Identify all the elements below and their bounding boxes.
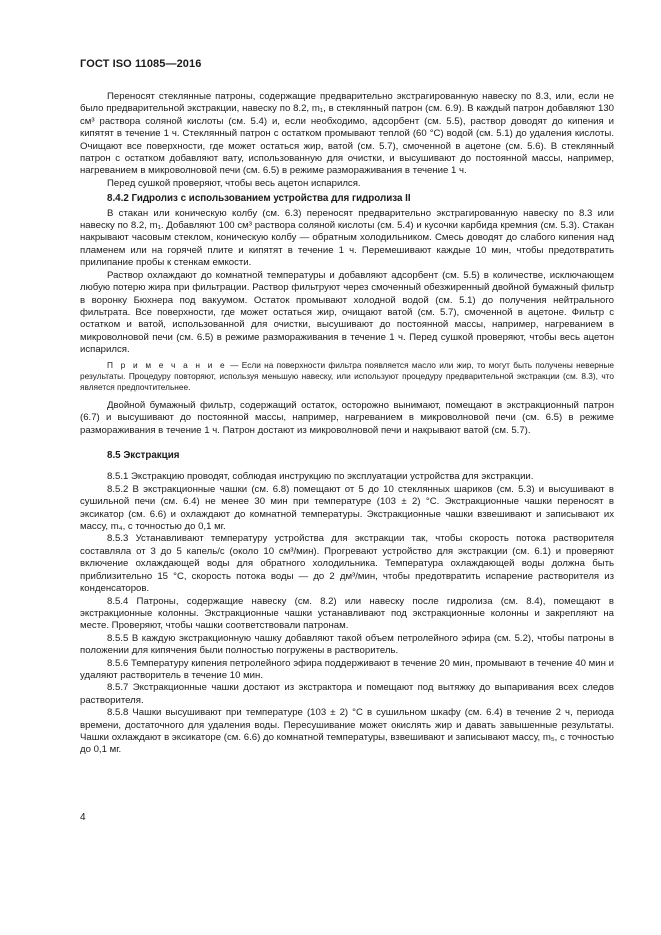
note <box>80 360 614 393</box>
page-number: 4 <box>80 812 86 823</box>
paragraph: Перед сушкой проверяют, чтобы весь ацетон испарился. <box>107 177 361 189</box>
note-text: — Если на поверхности фильтра появляется масло или жир, то могут быть получены неверные результаты. Процедуру повторяют, используя меньшую навеску, или используют процедуру предварительной экстракции (см. 8.3), что является предпочтительнее. <box>80 359 614 392</box>
paragraph: Двойной бумажный фильтр, содержащий остаток, осторожно вынимают, помещают в экстракционный патрон (6.7) и высушивают до постоянной массы, например, нагреванием в микроволновой печи (см. 6.5) в режиме размораживания в течение 1 ч. Патрон достают из микроволновой печи и накрывают ватой (см. 5.7). <box>80 399 614 436</box>
document-body <box>80 91 614 757</box>
paragraph: В стакан или коническую колбу (см. 6.3) переносят предварительно экстрагированную навеску по 8.3 или навеску по 8.2, m₁. Добавляют 100 см³ раствора соляной кислоты (см. 5.4) и кусочки карбида кремния (см. 5.3). Стакан накрывают часовым стеклом, коническую колбу — обратным холодильником. Смесь доводят до слабого кипения над пламенем или на горячей плите и кипятят в течение 1 ч. Перемешивают каждые 10 мин, чтобы предотвратить прилипание пробы к стенкам емкости. <box>80 207 614 269</box>
section-heading-8-4-2: 8.4.2 Гидролиз с использованием устройства для гидролиза II <box>107 193 411 205</box>
clause-8-5-1: 8.5.1 Экстракцию проводят, соблюдая инструкцию по эксплуатации устройства для экстракции. <box>107 471 534 483</box>
note-label: П р и м е ч а н и е <box>107 359 227 370</box>
clause-8-5-3: 8.5.3 Устанавливают температуру устройства для экстракции так, чтобы скорость потока растворителя составляла от 3 до 5 капель/с (около 10 см³/мин). Прогревают устройство для экстракции (см. 6.1) и проверяют включение охлаждающей воды для обратного холодильника. Температура охлаждающей воды должна быть приблизительно 15 °C, скорость потока воды — до 2 дм³/мин, чтобы предотвратить испарение растворителя из конденсаторов. <box>80 533 614 595</box>
clause-8-5-7: 8.5.7 Экстракционные чашки достают из экстрактора и помещают под вытяжку до выпаривания всех следов растворителя. <box>80 682 614 706</box>
clause-8-5-6: 8.5.6 Температуру кипения петролейного эфира поддерживают в течение 20 мин, промывают в течение 40 мин и удаляют растворитель в течение 10 мин. <box>80 657 614 681</box>
clause-8-5-5: 8.5.5 В каждую экстракционную чашку добавляют такой объем петролейного эфира (см. 5.2), чтобы патроны в положении для кипячения были полностью погружены в растворитель. <box>80 632 614 657</box>
paragraph: Переносят стеклянные патроны, содержащие предварительно экстрагированную навеску по 8.3, или, если не было предварительной экстракции, навеску по 8.2, m₁, в стеклянный патрон (см. 6.9). В каждый патрон добавляют 130 см³ раствора соляной кислоты (см. 5.4) и, если необходимо, адсорбент (см. 5.5), раствор доводят до кипения и кипятят в течение 1 ч. Стеклянный патрон с остатком промывают теплой (60 °C) водой (см. 5.1) до удаления кислоты. Очищают все поверхности, где может остаться жир, ватой (см. 5.7), смоченной в ацетоне (см. 5.6). В стеклянный патрон с остатком добавляют вату, использованную для очистки, и высушивают до постоянной массы, например, нагреванием в микроволновой печи (см. 6.5) в режиме размораживания в течение 1 ч. <box>80 91 614 177</box>
document-header: ГОСТ ISO 11085—2016 <box>80 58 202 70</box>
clause-8-5-2: 8.5.2 В экстракционные чашки (см. 6.8) помещают от 5 до 10 стеклянных шариков (см. 5.3) и высушивают в сушильной печи (см. 6.4) не менее 30 мин при температуре (103 ± 2) °C. Экстракционные чашки переносят в эксикатор (см. 6.6) и охлаждают до комнатной температуры. Экстракционные чашки взвешивают и записывают их массу, m₄, с точностью до 0,1 мг. <box>80 483 614 533</box>
section-heading-8-5: 8.5 Экстракция <box>107 450 180 462</box>
clause-8-5-4: 8.5.4 Патроны, содержащие навеску (см. 8.2) или навеску после гидролиза (см. 8.4), помещают в экстракционные колонны. Экстракционные чашки устанавливают под экстракционные колонны и закрепляют на месте. Проверяют, чтобы чашки соответствовали патронам. <box>80 595 614 632</box>
clause-8-5-8: 8.5.8 Чашки высушивают при температуре (103 ± 2) °C в сушильном шкафу (см. 6.4) в течение 2 ч, периода времени, достаточного для удаления воды. Пересушивание может окислять жир и давать завышенные результаты. Чашки охлаждают в эксикаторе (см. 6.6) до комнатной температуры, взвешивают и записывают массу, m₅, с точностью до 0,1 мг. <box>80 707 614 756</box>
paragraph: Раствор охлаждают до комнатной температуры и добавляют адсорбент (см. 5.5) в количестве, исключающем любую потерю жира при фильтрации. Раствор фильтруют через смоченный обезжиренный двойной бумажный фильтр в воронку Бюхнера под вакуумом. Остаток промывают холодной водой (см. 5.1) до получения нейтрального фильтрата. Все поверхности, где может остаться жир, очищают ватой (см. 5.7), смоченной в ацетоне. Фильтр с остатком и ватой, использованной для очистки, высушивают до постоянной массы, например, нагреванием в микроволновой печи (см. 6.5) в режиме размораживания в течение 1 ч. Перед сушкой проверяют, чтобы весь ацетон испарился. <box>80 269 614 356</box>
